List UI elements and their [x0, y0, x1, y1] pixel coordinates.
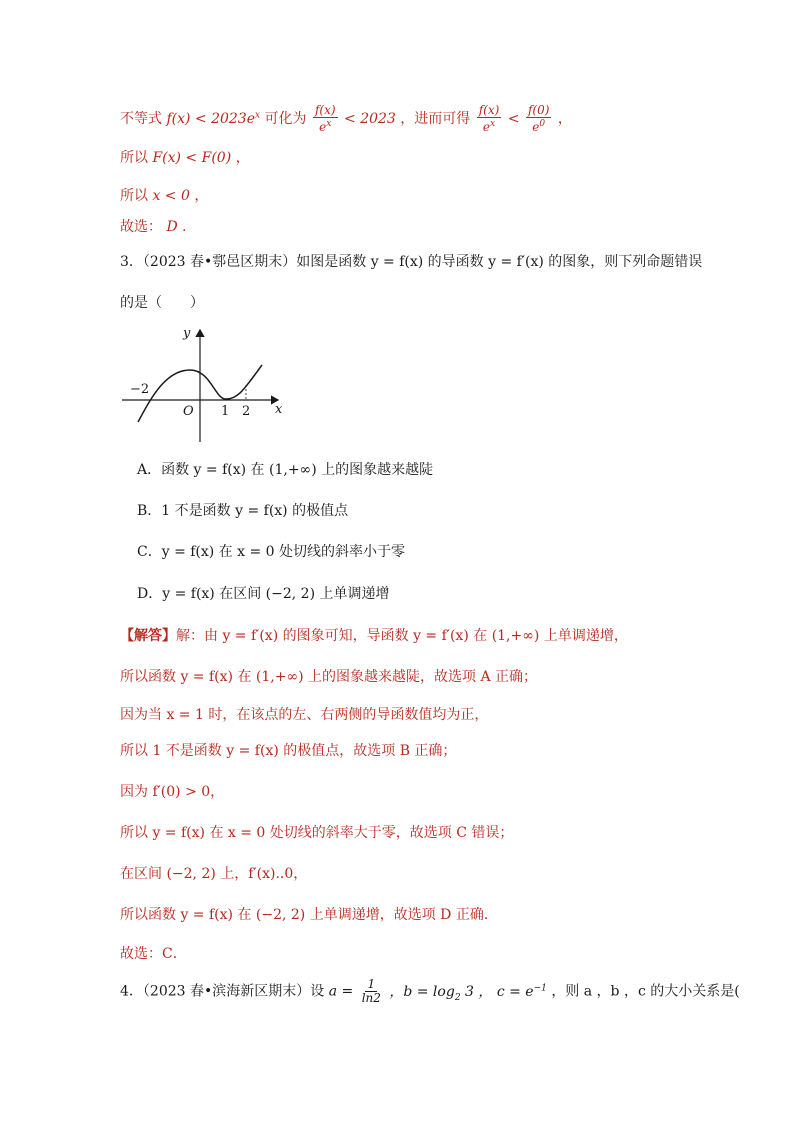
text: ， — [235, 150, 250, 166]
fraction — [360, 978, 383, 1005]
answer-tag: 【解答】 — [120, 628, 176, 644]
text: 解：由 y = f′(x) 的图象可知，导函数 y = f′(x) 在 (1,+∞) 上单调递增， — [176, 628, 628, 644]
text: 所以 — [120, 150, 148, 166]
fraction — [313, 104, 338, 134]
text: ，进而可得 — [400, 111, 471, 127]
numerator: f(0) — [527, 103, 550, 117]
text: 4．（2023 春•滨海新区期末）设 — [120, 983, 325, 1000]
text: ，则 a ，b ，c 的大小关系是( — [551, 983, 740, 1000]
exponent: x — [326, 119, 332, 129]
text: 可化为 — [264, 111, 307, 127]
log-expr: ，b = log — [389, 983, 455, 1000]
text: ， — [557, 111, 572, 127]
math — [497, 984, 547, 1000]
math: a = — [328, 983, 354, 1000]
solution-line-s7: 在区间 (−2, 2) 上，f′(x)..0， — [120, 866, 308, 882]
numerator: f(x) — [478, 103, 500, 117]
derivative-graph — [120, 320, 290, 450]
solution-line-1 — [120, 626, 628, 646]
solution-line-s5: 因为 f′(0) > 0， — [120, 784, 225, 800]
denominator: ln2 — [361, 991, 381, 1006]
denominator — [317, 118, 333, 134]
math: F(x) < F(0) — [152, 150, 232, 166]
exponent: −1 — [533, 983, 547, 993]
math: x < 0 — [152, 188, 190, 204]
option-d: D．y = f(x) 在区间 (−2, 2) 上单调递增 — [137, 586, 390, 602]
solution-line-s6: 所以 y = f(x) 在 x = 0 处切线的斜率大于零，故选项 C 错误； — [120, 825, 514, 841]
solution-line-s8: 所以函数 y = f(x) 在 (−2, 2) 上单调递增，故选项 D 正确． — [120, 907, 498, 923]
option-a: A．函数 y = f(x) 在 (1,+∞) 上的图象越来越陡 — [137, 462, 434, 478]
question-3-stem-cont: 的是（ ） — [120, 295, 204, 311]
den-base: e — [482, 120, 491, 134]
origin-label: O — [183, 404, 194, 419]
solution-line-s4: 所以 1 不是函数 y = f(x) 的极值点，故选项 B 正确； — [120, 743, 457, 759]
text: 故选： — [120, 219, 162, 235]
exponent: 0 — [539, 119, 546, 129]
y-axis-label: y — [183, 326, 191, 341]
solution-line-s2: 所以函数 y = f(x) 在 (1,+∞) 上的图象越来越陡，故选项 A 正确； — [120, 669, 538, 685]
solution-line-2 — [120, 148, 250, 168]
exponent: x — [490, 119, 496, 129]
option-b: B．1 不是函数 y = f(x) 的极值点 — [137, 503, 349, 519]
numerator: f(x) — [314, 103, 336, 117]
c-expr: c = e — [496, 983, 534, 1000]
math — [389, 983, 493, 1003]
text: 所以 — [120, 188, 148, 204]
x-axis-label: x — [275, 402, 283, 417]
denominator — [481, 118, 497, 134]
den-base: e — [319, 120, 327, 134]
math: D — [166, 219, 178, 235]
math — [166, 111, 260, 127]
question-4-stem — [120, 978, 740, 1007]
tick-label-2: 2 — [242, 404, 251, 419]
solution-line-s9: 故选：C． — [120, 946, 187, 962]
solution-line-3 — [120, 186, 208, 206]
log-base: 2 — [454, 992, 461, 1003]
text: ， — [194, 188, 209, 204]
text: ． — [182, 219, 197, 235]
numerator: 1 — [367, 977, 376, 992]
solution-line-inequality — [120, 104, 572, 134]
solution-line-answer — [120, 217, 196, 237]
solution-line-s3: 因为当 x = 1 时，在该点的左、右两侧的导函数值均为正， — [120, 707, 489, 723]
exponent: x — [255, 110, 261, 121]
option-c: C．y = f(x) 在 x = 0 处切线的斜率小于零 — [137, 544, 406, 560]
math: < 2023 — [344, 111, 396, 127]
log-arg: 3 ， — [460, 983, 493, 1000]
tick-label-1: 1 — [221, 404, 230, 419]
fraction — [477, 104, 502, 134]
denominator — [530, 118, 547, 134]
den-base: e — [532, 120, 540, 134]
math-expr: f(x) < 2023e — [166, 111, 255, 127]
question-3-stem: 3．（2023 春•鄠邑区期末）如图是函数 y = f(x) 的导函数 y = f′(x) 的图象，则下列命题错误 — [120, 254, 703, 270]
fraction — [526, 104, 551, 134]
math: < — [507, 111, 520, 127]
tick-label-neg2: −2 — [130, 382, 150, 397]
text: 不等式 — [120, 111, 162, 127]
